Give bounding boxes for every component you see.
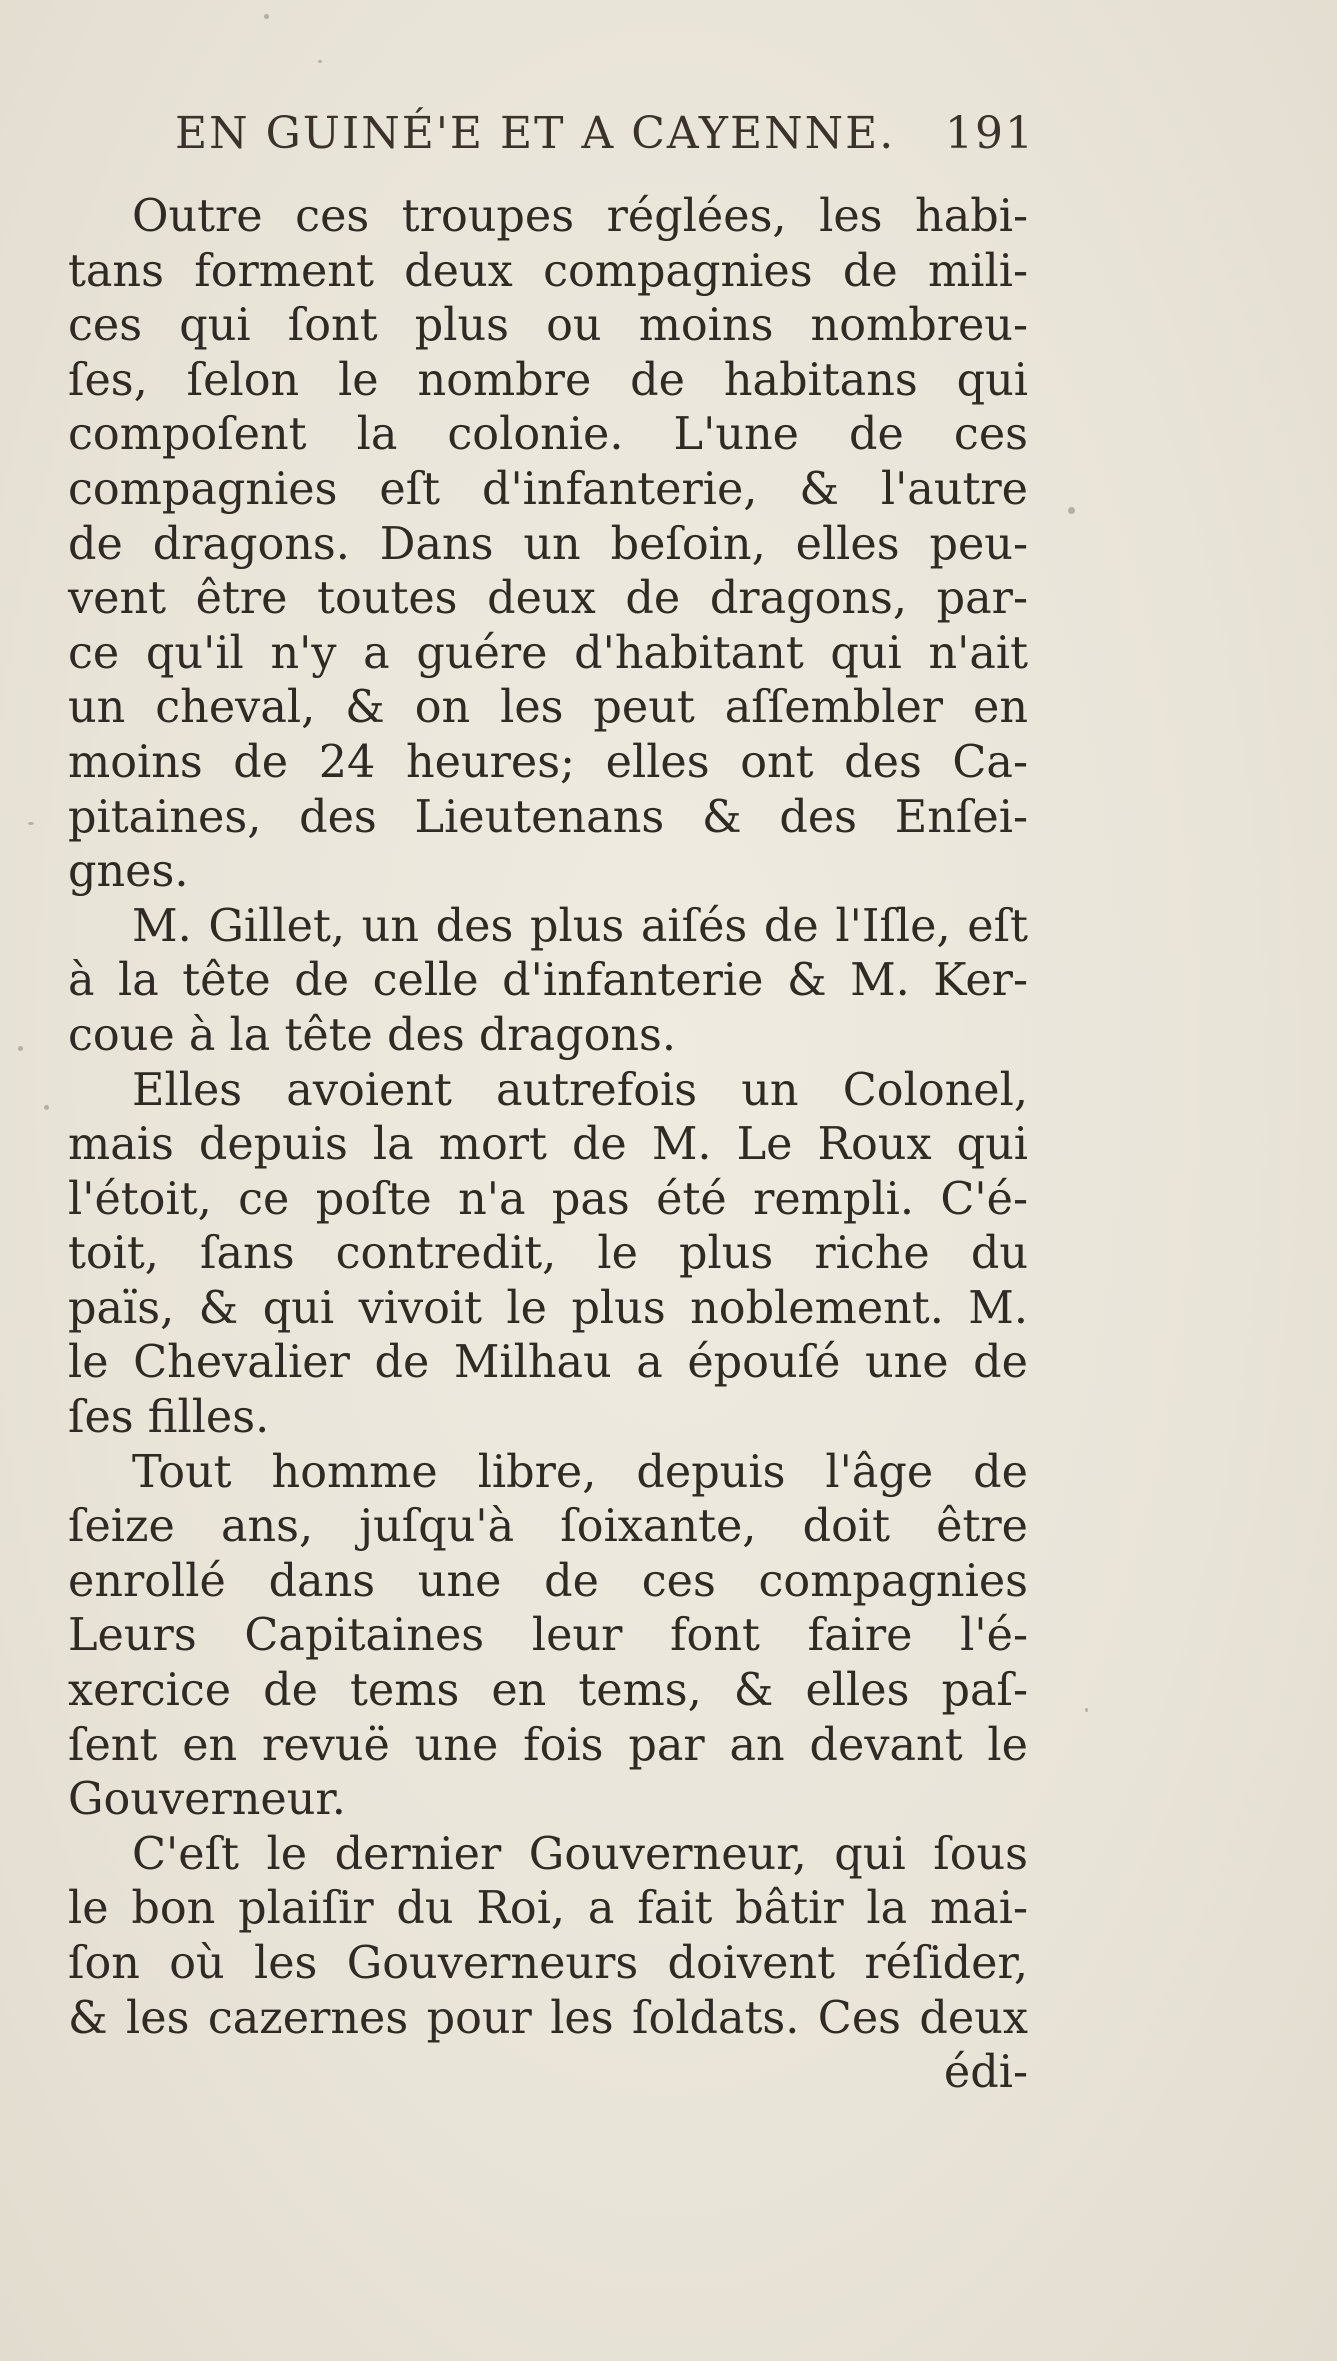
catchword: édi- <box>943 2047 1028 2099</box>
text-line: Elles avoient autrefois un Colonel, <box>132 1064 1028 1116</box>
paper-speck <box>44 1105 49 1110</box>
text-line: ſeize ans, juſqu'à ſoixante, doit être <box>68 1501 1028 1553</box>
text-line: pitaines, des Lieutenans & des Enſei- <box>68 791 1028 843</box>
text-line: compoſent la colonie. L'une de ces <box>68 409 1028 461</box>
text-line: xercice de tems en tems, & elles paſ- <box>68 1665 1028 1717</box>
text-line: le Chevalier de Milhau a épouſé une de <box>68 1337 1028 1389</box>
text-line: un cheval, & on les peut aſſembler en <box>68 682 1028 734</box>
text-line: à la tête de celle d'infanterie & M. Ker- <box>68 955 1028 1007</box>
text-line: mais depuis la mort de M. Le Roux qui <box>68 1119 1028 1171</box>
running-title: EN GUINÉ'E ET A CAYENNE. <box>175 108 896 159</box>
paper-speck <box>1085 1708 1088 1712</box>
text-line: ſent en revuë une fois par an devant le <box>68 1719 1028 1771</box>
text-line: Leurs Capitaines leur font faire l'é- <box>68 1610 1028 1662</box>
paper-speck <box>28 822 34 825</box>
text-line: ſes, ſelon le nombre de habitans qui <box>68 354 1028 406</box>
paper-speck <box>318 60 322 63</box>
text-line: vent être toutes deux de dragons, par- <box>68 573 1028 625</box>
text-line: ces qui ſont plus ou moins nombreu- <box>68 300 1028 352</box>
text-line: le bon plaiſir du Roi, a fait bâtir la mai- <box>68 1883 1028 1935</box>
text-line: enrollé dans une de ces compagnies <box>68 1555 1028 1607</box>
text-line: Gouverneur. <box>68 1774 346 1826</box>
text-line: Tout homme libre, depuis l'âge de <box>132 1446 1028 1498</box>
page-number: 191 <box>945 108 1035 159</box>
text-line: moins de 24 heures; elles ont des Ca- <box>68 736 1028 788</box>
paper-speck <box>1068 507 1075 514</box>
text-line: M. Gillet, un des plus aiſés de l'Iſle, eſt <box>132 900 1028 952</box>
paper-speck <box>18 1046 23 1051</box>
page-header <box>175 108 1035 168</box>
text-line: toit, ſans contredit, le plus riche du <box>68 1228 1028 1280</box>
text-line: l'étoit, ce poſte n'a pas été rempli. C'é- <box>68 1173 1028 1225</box>
text-line: compagnies eſt d'infanterie, & l'autre <box>68 463 1028 515</box>
text-line: coue à la tête des dragons. <box>68 1009 677 1061</box>
text-line: gnes. <box>68 846 189 898</box>
text-line: C'eſt le dernier Gouverneur, qui ſous <box>132 1828 1028 1880</box>
text-line: ce qu'il n'y a guére d'habitant qui n'ait <box>68 627 1028 679</box>
text-line: de dragons. Dans un beſoin, elles peu- <box>68 518 1028 570</box>
text-line: ſes filles. <box>68 1392 270 1444</box>
paper-speck <box>264 14 269 19</box>
text-line: & les cazernes pour les ſoldats. Ces deux <box>68 1992 1028 2044</box>
text-line: tans forment deux compagnies de mili- <box>68 245 1028 297</box>
body-text <box>68 190 1028 2101</box>
text-line: païs, & qui vivoit le plus noblement. M. <box>68 1282 1028 1334</box>
text-line: Outre ces troupes réglées, les habi- <box>132 191 1028 242</box>
text-line: ſon où les Gouverneurs doivent réſider, <box>68 1938 1028 1989</box>
